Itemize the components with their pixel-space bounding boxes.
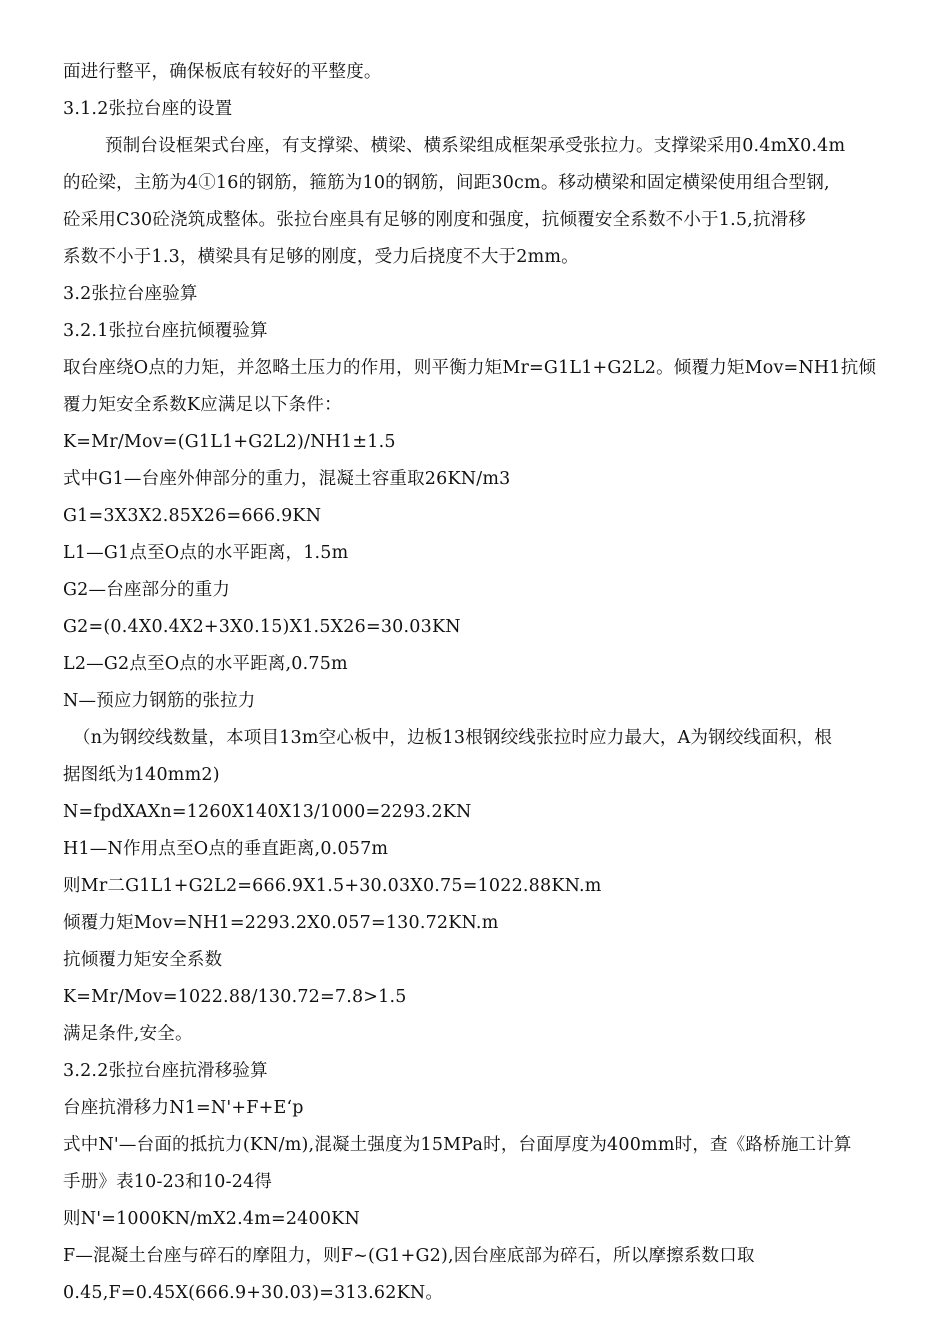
paragraph-line: N—预应力钢筋的张拉力 <box>63 691 256 711</box>
subsection-heading: 3.2.1张拉台座抗倾覆验算 <box>63 321 268 341</box>
paragraph-line: （n为钢绞线数量，本项目13m空心板中，边板13根钢绞线张拉时应力最大，A为钢绞线面积，根 <box>73 728 833 748</box>
formula-line: 0.45,F=0.45X(666.9+30.03)=313.62KN。 <box>63 1283 444 1303</box>
document-page <box>63 54 893 1312</box>
paragraph-line: 式中G1—台座外伸部分的重力，混凝土容重取26KN/m3 <box>63 469 511 489</box>
section-heading: 3.2张拉台座验算 <box>63 284 198 304</box>
paragraph-line: 预制台设框架式台座，有支撑梁、横梁、横系梁组成框架承受张拉力。支撑梁采用0.4mX0.4m <box>105 136 846 156</box>
paragraph-line: L2—G2点至O点的水平距离,0.75m <box>63 654 348 674</box>
paragraph-line: 式中N'—台面的抵抗力(KN/m),混凝土强度为15MPa时，台面厚度为400mm时，查《路桥施工计算 <box>63 1135 852 1155</box>
paragraph-line: 面进行整平，确保板底有较好的平整度。 <box>63 62 382 82</box>
paragraph-line: 据图纸为140mm2) <box>63 765 220 785</box>
paragraph-line: 满足条件,安全。 <box>63 1024 193 1044</box>
subsection-heading: 3.2.2张拉台座抗滑移验算 <box>63 1061 268 1081</box>
paragraph-line: 砼采用C30砼浇筑成整体。张拉台座具有足够的刚度和强度，抗倾覆安全系数不小于1.5,抗滑移 <box>63 210 807 230</box>
paragraph-line: 覆力矩安全系数K应满足以下条件： <box>63 395 342 415</box>
paragraph-line: H1—N作用点至O点的垂直距离,0.057m <box>63 839 389 859</box>
formula-line: 则N'=1000KN/mX2.4m=2400KN <box>63 1209 360 1229</box>
formula-line: N=fpdXAXn=1260X140X13/1000=2293.2KN <box>63 802 472 822</box>
paragraph-line: L1—G1点至O点的水平距离，1.5m <box>63 543 349 563</box>
formula-line: K=Mr/Mov=1022.88/130.72=7.8>1.5 <box>63 987 407 1007</box>
formula-line: 倾覆力矩Mov=NH1=2293.2X0.057=130.72KN.m <box>63 913 499 933</box>
paragraph-line: 抗倾覆力矩安全系数 <box>63 950 223 970</box>
section-heading: 3.1.2张拉台座的设置 <box>63 99 233 119</box>
paragraph-line: 手册》表10-23和10-24得 <box>63 1172 273 1192</box>
paragraph-line: F—混凝土台座与碎石的摩阻力，则F~(G1+G2),因台座底部为碎石，所以摩擦系数口取 <box>63 1246 755 1266</box>
formula-line: G2=(0.4X0.4X2+3X0.15)X1.5X26=30.03KN <box>63 617 461 637</box>
paragraph-line: 的砼梁，主筋为4①16的钢筋，箍筋为10的钢筋，间距30cm。移动横梁和固定横梁使用组合型钢, <box>63 173 830 193</box>
paragraph-line: 系数不小于1.3，横梁具有足够的刚度，受力后挠度不大于2mm。 <box>63 247 579 267</box>
formula-line: 台座抗滑移力N1=N'+F+E‘p <box>63 1098 304 1118</box>
formula-line: 则Mr二G1L1+G2L2=666.9X1.5+30.03X0.75=1022.88KN.m <box>63 876 602 896</box>
formula-line: G1=3X3X2.85X26=666.9KN <box>63 506 322 526</box>
formula-line: K=Mr/Mov=(G1L1+G2L2)/NH1±1.5 <box>63 432 396 452</box>
paragraph-line: G2—台座部分的重力 <box>63 580 231 600</box>
paragraph-line: 取台座绕O点的力矩，并忽略土压力的作用，则平衡力矩Mr=G1L1+G2L2。倾覆力矩Mov=NH1抗倾 <box>63 358 877 378</box>
